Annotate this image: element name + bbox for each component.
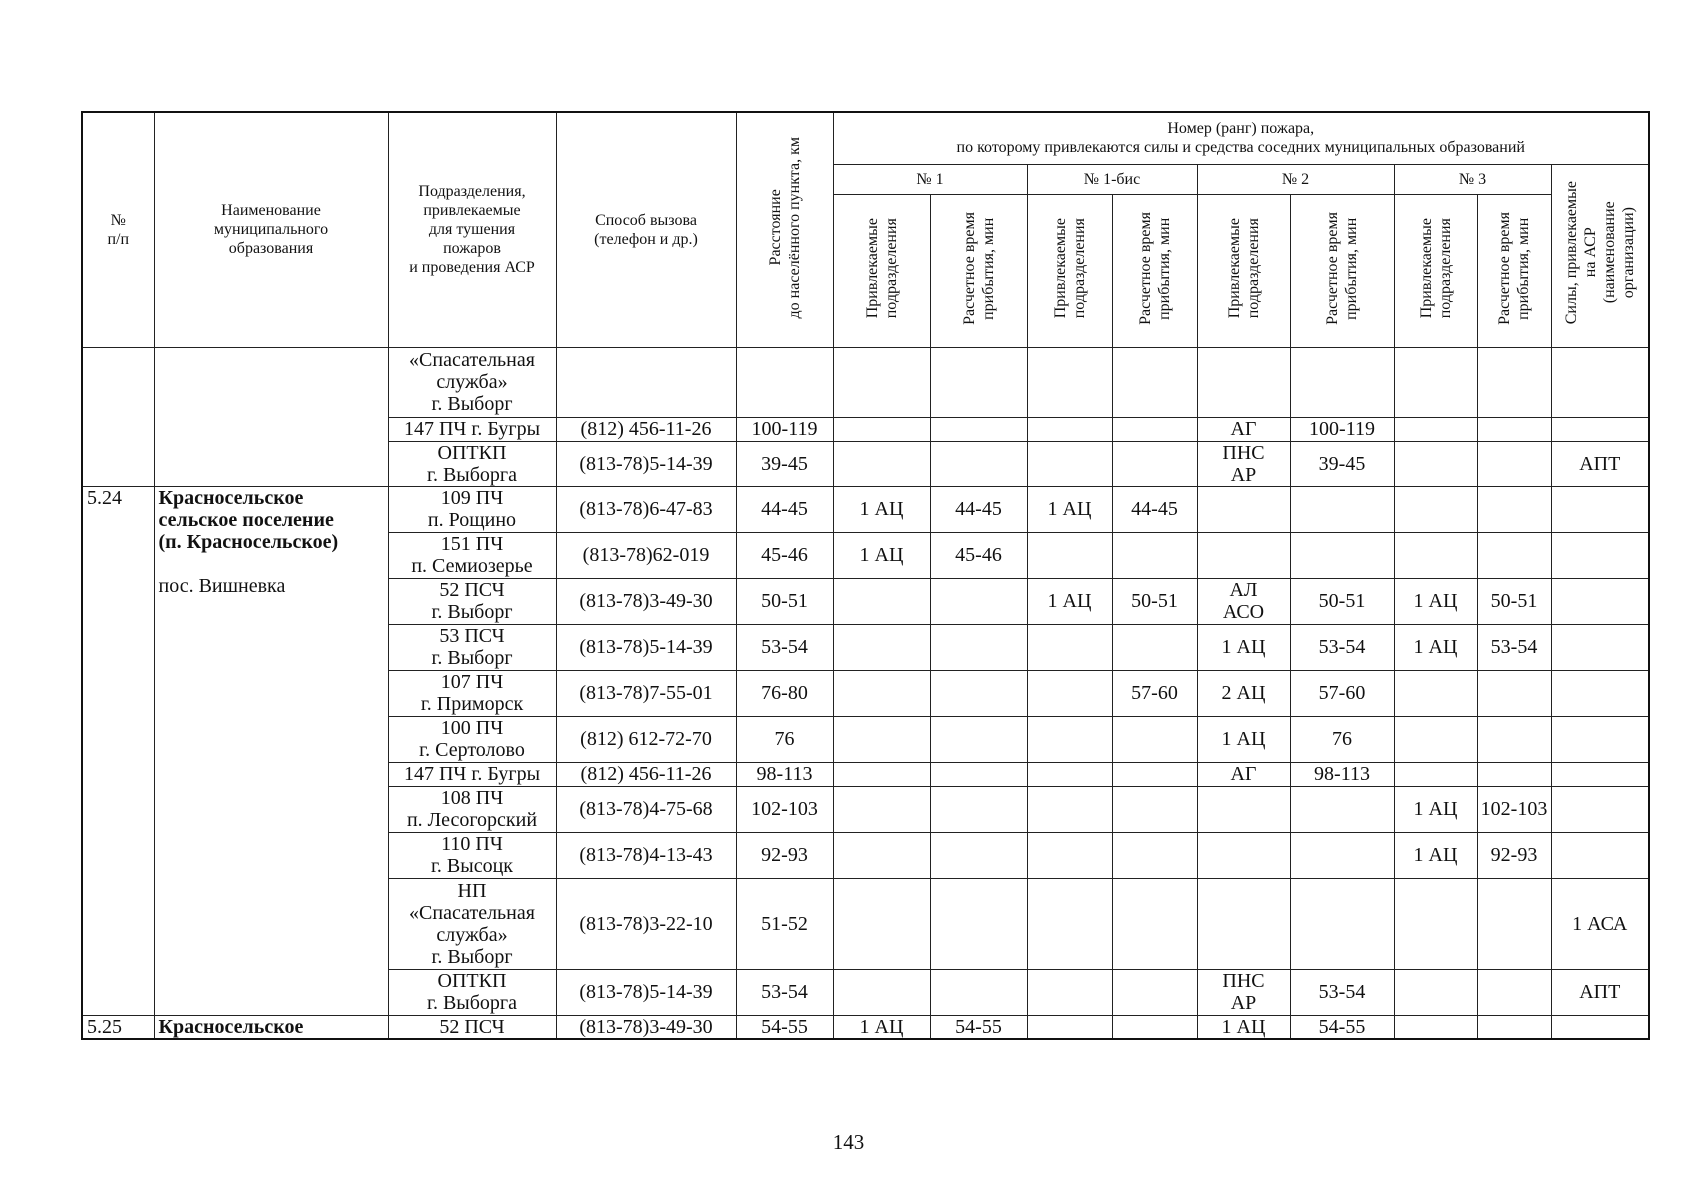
unit-cell: 52 ПСЧ (388, 1015, 556, 1039)
unit-cell: 108 ПЧ п. Лесогорский (388, 786, 556, 832)
rank2-time-cell: 100-119 (1290, 417, 1394, 441)
asr-forces-cell (1551, 832, 1649, 878)
phone-cell: (813-78)6-47-83 (556, 486, 736, 532)
rank2-units-cell: 1 АЦ (1197, 716, 1290, 762)
rank2-time-cell: 54-55 (1290, 1015, 1394, 1039)
rank2-units-cell: АЛ АСО (1197, 578, 1290, 624)
distance-cell: 51-52 (736, 878, 833, 969)
asr-forces-cell (1551, 417, 1649, 441)
asr-forces-cell: 1 АСА (1551, 878, 1649, 969)
rank3-time-cell (1477, 762, 1551, 786)
phone-cell (556, 347, 736, 417)
rank3-time-cell: 53-54 (1477, 624, 1551, 670)
phone-cell: (813-78)4-13-43 (556, 832, 736, 878)
unit-cell: 53 ПСЧ г. Выборг (388, 624, 556, 670)
rank1bis-time-cell (1112, 969, 1197, 1015)
rank1bis-time-cell (1112, 624, 1197, 670)
unit-cell: 100 ПЧ г. Сертолово (388, 716, 556, 762)
header-rank-1: № 1 (833, 164, 1027, 194)
rank3-units-cell (1394, 878, 1477, 969)
distance-cell: 45-46 (736, 532, 833, 578)
rank3-time-cell (1477, 670, 1551, 716)
rank1bis-units-cell (1027, 786, 1112, 832)
rank3-time-cell (1477, 347, 1551, 417)
phone-cell: (813-78)5-14-39 (556, 441, 736, 486)
rank3-units-cell: 1 АЦ (1394, 832, 1477, 878)
rank2-time-cell (1290, 832, 1394, 878)
unit-cell: НП «Спасательная служба» г. Выборг (388, 878, 556, 969)
rank1-units-cell (833, 624, 930, 670)
rank2-time-cell: 50-51 (1290, 578, 1394, 624)
section-number: 5.25 (82, 1015, 154, 1039)
unit-cell: 107 ПЧ г. Приморск (388, 670, 556, 716)
rank1bis-time-cell: 57-60 (1112, 670, 1197, 716)
rank3-time-cell: 50-51 (1477, 578, 1551, 624)
asr-forces-cell: АПТ (1551, 441, 1649, 486)
rank2-units-cell: АГ (1197, 417, 1290, 441)
rank3-units-cell (1394, 532, 1477, 578)
rank3-units-cell (1394, 969, 1477, 1015)
rank1bis-units-cell (1027, 1015, 1112, 1039)
header-r2-time: Расчетное время прибытия, мин (1290, 194, 1394, 347)
rank1-time-cell: 44-45 (930, 486, 1027, 532)
rank2-units-cell (1197, 486, 1290, 532)
asr-forces-cell (1551, 762, 1649, 786)
rank3-time-cell (1477, 878, 1551, 969)
rank1-time-cell (930, 417, 1027, 441)
rank3-time-cell (1477, 417, 1551, 441)
unit-cell: 151 ПЧ п. Семиозерье (388, 532, 556, 578)
rank1-time-cell (930, 670, 1027, 716)
rank1-time-cell: 54-55 (930, 1015, 1027, 1039)
rank2-time-cell: 57-60 (1290, 670, 1394, 716)
header-r3-time: Расчетное время прибытия, мин (1477, 194, 1551, 347)
rank1bis-units-cell: 1 АЦ (1027, 486, 1112, 532)
rank2-units-cell: 1 АЦ (1197, 1015, 1290, 1039)
rank1-time-cell (930, 347, 1027, 417)
rank1bis-time-cell (1112, 878, 1197, 969)
municipality-name: Красносельское (154, 1015, 388, 1039)
rank2-time-cell (1290, 786, 1394, 832)
rank2-time-cell: 53-54 (1290, 624, 1394, 670)
unit-cell: ОПТКП г. Выборга (388, 969, 556, 1015)
rank1-units-cell (833, 578, 930, 624)
rank3-units-cell (1394, 762, 1477, 786)
rank1bis-units-cell (1027, 441, 1112, 486)
rank1-time-cell: 45-46 (930, 532, 1027, 578)
distance-cell: 92-93 (736, 832, 833, 878)
rank1-units-cell: 1 АЦ (833, 486, 930, 532)
unit-cell: ОПТКП г. Выборга (388, 441, 556, 486)
distance-cell: 76 (736, 716, 833, 762)
rank2-units-cell (1197, 832, 1290, 878)
asr-forces-cell (1551, 670, 1649, 716)
asr-forces-cell (1551, 532, 1649, 578)
header-r2-units: Привлекаемые подразделения (1197, 194, 1290, 347)
distance-cell: 44-45 (736, 486, 833, 532)
distance-cell: 53-54 (736, 624, 833, 670)
header-r3-units: Привлекаемые подразделения (1394, 194, 1477, 347)
rank1bis-time-cell (1112, 716, 1197, 762)
header-call-method: Способ вызова (телефон и др.) (556, 112, 736, 347)
rank1bis-units-cell: 1 АЦ (1027, 578, 1112, 624)
table-row (82, 1015, 1649, 1039)
rank1-time-cell (930, 786, 1027, 832)
asr-forces-cell (1551, 1015, 1649, 1039)
rank3-units-cell: 1 АЦ (1394, 578, 1477, 624)
page-number: 143 (832, 1130, 865, 1154)
header-r1b-time: Расчетное время прибытия, мин (1112, 194, 1197, 347)
distance-cell: 76-80 (736, 670, 833, 716)
rank1-time-cell (930, 441, 1027, 486)
unit-cell: «Спасательная служба» г. Выборг (388, 347, 556, 417)
unit-cell: 110 ПЧ г. Высоцк (388, 832, 556, 878)
rank1-units-cell (833, 716, 930, 762)
rank2-time-cell (1290, 878, 1394, 969)
unit-cell: 52 ПСЧ г. Выборг (388, 578, 556, 624)
rank2-time-cell: 39-45 (1290, 441, 1394, 486)
rank2-units-cell: ПНС АР (1197, 441, 1290, 486)
rank1bis-time-cell (1112, 417, 1197, 441)
phone-cell: (813-78)5-14-39 (556, 969, 736, 1015)
asr-forces-cell (1551, 716, 1649, 762)
rank1bis-time-cell (1112, 441, 1197, 486)
rank1bis-units-cell (1027, 624, 1112, 670)
rank1bis-time-cell (1112, 786, 1197, 832)
rank1bis-units-cell (1027, 716, 1112, 762)
rank2-time-cell (1290, 486, 1394, 532)
header-units: Подразделения, привлекаемые для тушения пожаров и проведения АСР (388, 112, 556, 347)
section-number: 5.24 (82, 486, 154, 1015)
rank1-units-cell (833, 347, 930, 417)
rank2-units-cell (1197, 532, 1290, 578)
rank1-units-cell (833, 969, 930, 1015)
rank3-time-cell (1477, 532, 1551, 578)
header-num: № п/п (82, 112, 154, 347)
rank1-time-cell (930, 969, 1027, 1015)
rank1bis-units-cell (1027, 347, 1112, 417)
asr-forces-cell (1551, 347, 1649, 417)
rank2-time-cell (1290, 532, 1394, 578)
rank2-time-cell: 98-113 (1290, 762, 1394, 786)
rank3-time-cell: 92-93 (1477, 832, 1551, 878)
rank3-units-cell (1394, 716, 1477, 762)
rank2-time-cell: 53-54 (1290, 969, 1394, 1015)
rank1-units-cell (833, 441, 930, 486)
rank1-time-cell (930, 578, 1027, 624)
municipality-name: Красносельское сельское поселение (п. Красносельское) пос. Вишневка (154, 486, 388, 1015)
header-fire-rank-title: Номер (ранг) пожара, по которому привлекаются силы и средства соседних муниципальных образований (833, 112, 1649, 164)
rank2-time-cell (1290, 347, 1394, 417)
asr-forces-cell: АПТ (1551, 969, 1649, 1015)
rank2-units-cell: ПНС АР (1197, 969, 1290, 1015)
distance-cell: 100-119 (736, 417, 833, 441)
municipality-cell-continued (154, 347, 388, 486)
distance-cell: 39-45 (736, 441, 833, 486)
rank1bis-units-cell (1027, 532, 1112, 578)
rank1-time-cell (930, 624, 1027, 670)
rank3-units-cell (1394, 347, 1477, 417)
rank1-units-cell (833, 786, 930, 832)
phone-cell: (812) 456-11-26 (556, 762, 736, 786)
rank1bis-time-cell (1112, 532, 1197, 578)
rank1bis-time-cell (1112, 832, 1197, 878)
rank1bis-units-cell (1027, 762, 1112, 786)
rank1-units-cell (833, 832, 930, 878)
rank1bis-units-cell (1027, 832, 1112, 878)
phone-cell: (813-78)3-22-10 (556, 878, 736, 969)
rank1bis-units-cell (1027, 969, 1112, 1015)
distance-cell (736, 347, 833, 417)
rank3-units-cell (1394, 486, 1477, 532)
phone-cell: (813-78)3-49-30 (556, 1015, 736, 1039)
rank1-units-cell: 1 АЦ (833, 1015, 930, 1039)
unit-cell: 147 ПЧ г. Бугры (388, 417, 556, 441)
rank1-units-cell (833, 417, 930, 441)
rank3-time-cell (1477, 969, 1551, 1015)
rank2-units-cell (1197, 878, 1290, 969)
header-distance: Расстояние до населённого пункта, км (736, 112, 833, 347)
phone-cell: (813-78)3-49-30 (556, 578, 736, 624)
rank1bis-time-cell (1112, 1015, 1197, 1039)
rank3-time-cell (1477, 441, 1551, 486)
rank1-units-cell (833, 762, 930, 786)
rank2-units-cell (1197, 347, 1290, 417)
header-asr-forces: Силы, привлекаемые на АСР (наименование организации) (1551, 164, 1649, 347)
header-r1-units: Привлекаемые подразделения (833, 194, 930, 347)
rank1-units-cell (833, 670, 930, 716)
rank3-time-cell (1477, 716, 1551, 762)
rank3-time-cell (1477, 1015, 1551, 1039)
rank1bis-time-cell: 50-51 (1112, 578, 1197, 624)
rank2-units-cell: 1 АЦ (1197, 624, 1290, 670)
unit-cell: 109 ПЧ п. Рощино (388, 486, 556, 532)
rank1-units-cell: 1 АЦ (833, 532, 930, 578)
asr-forces-cell (1551, 486, 1649, 532)
rank1bis-time-cell (1112, 347, 1197, 417)
rank3-units-cell: 1 АЦ (1394, 786, 1477, 832)
phone-cell: (813-78)7-55-01 (556, 670, 736, 716)
phone-cell: (812) 456-11-26 (556, 417, 736, 441)
rank2-units-cell (1197, 786, 1290, 832)
rank1-time-cell (930, 762, 1027, 786)
rank3-units-cell (1394, 441, 1477, 486)
rank3-time-cell: 102-103 (1477, 786, 1551, 832)
rank1-time-cell (930, 832, 1027, 878)
asr-forces-cell (1551, 786, 1649, 832)
distance-cell: 54-55 (736, 1015, 833, 1039)
num-cell-continued (82, 347, 154, 486)
distance-cell: 50-51 (736, 578, 833, 624)
locality-name: пос. Вишневка (158, 574, 286, 597)
table-row (82, 486, 1649, 532)
header-r1b-units: Привлекаемые подразделения (1027, 194, 1112, 347)
rank1bis-units-cell (1027, 417, 1112, 441)
header-r1-time: Расчетное время прибытия, мин (930, 194, 1027, 347)
rank2-units-cell: 2 АЦ (1197, 670, 1290, 716)
phone-cell: (812) 612-72-70 (556, 716, 736, 762)
phone-cell: (813-78)62-019 (556, 532, 736, 578)
phone-cell: (813-78)4-75-68 (556, 786, 736, 832)
asr-forces-cell (1551, 624, 1649, 670)
phone-cell: (813-78)5-14-39 (556, 624, 736, 670)
rank2-time-cell: 76 (1290, 716, 1394, 762)
rank1-time-cell (930, 716, 1027, 762)
header-rank-3: № 3 (1394, 164, 1551, 194)
rank1bis-time-cell: 44-45 (1112, 486, 1197, 532)
rank3-time-cell (1477, 486, 1551, 532)
rank1bis-units-cell (1027, 670, 1112, 716)
rank3-units-cell (1394, 670, 1477, 716)
rank1-time-cell (930, 878, 1027, 969)
header-municipality: Наименование муниципального образования (154, 112, 388, 347)
header-rank-1bis: № 1-бис (1027, 164, 1197, 194)
rank2-units-cell: АГ (1197, 762, 1290, 786)
rank1-units-cell (833, 878, 930, 969)
distance-cell: 98-113 (736, 762, 833, 786)
distance-cell: 53-54 (736, 969, 833, 1015)
rank3-units-cell: 1 АЦ (1394, 624, 1477, 670)
table-row (82, 347, 1649, 417)
rank1bis-time-cell (1112, 762, 1197, 786)
fire-forces-table (81, 111, 1650, 1040)
rank3-units-cell (1394, 417, 1477, 441)
distance-cell: 102-103 (736, 786, 833, 832)
unit-cell: 147 ПЧ г. Бугры (388, 762, 556, 786)
header-rank-2: № 2 (1197, 164, 1394, 194)
rank3-units-cell (1394, 1015, 1477, 1039)
rank1bis-units-cell (1027, 878, 1112, 969)
asr-forces-cell (1551, 578, 1649, 624)
